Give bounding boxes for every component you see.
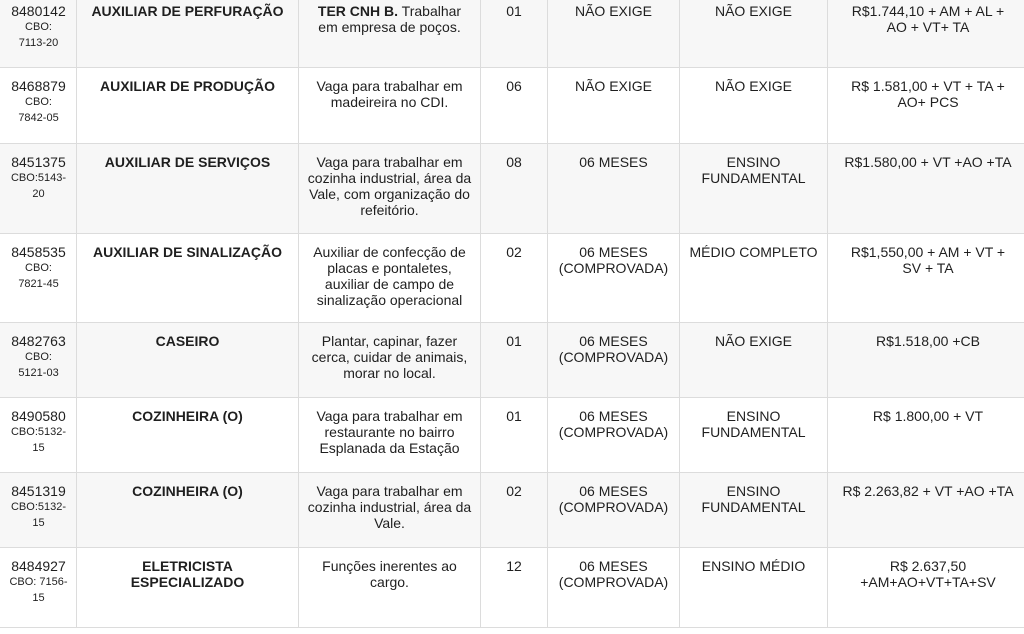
text-line: FUNDAMENTAL [701,170,806,186]
text-line: 06 MESES [579,408,648,424]
text-line: R$ 1.800,00 + VT [872,408,984,424]
salary-cell [828,234,1024,323]
cbo-line: 15 [32,592,45,604]
text-line: (COMPROVADA) [558,424,669,440]
job-code-cell [0,473,77,548]
salary-cell [828,0,1024,68]
job-title-cell [77,234,299,323]
text-line: ENSINO [726,408,781,424]
job-description-cell [299,323,481,398]
text-line: +AM+AO+VT+TA+SV [860,574,996,590]
experience-cell [548,0,680,68]
description-line: Vaga para trabalhar em [316,154,463,170]
description-line: Vale, com organização do [309,186,470,202]
text-line: AUXILIAR DE PRODUÇÃO [99,78,275,94]
salary-cell [828,548,1024,628]
job-title-cell [77,398,299,473]
vacancies-cell: 01 [481,323,548,398]
text-line: 06 MESES [579,558,648,574]
job-code-cell [0,548,77,628]
text-line: R$1.580,00 + VT +AO +TA [844,154,1012,170]
education-cell [680,0,828,68]
description-line: Vale. [374,515,405,531]
vacancies-cell: 01 [481,398,548,473]
table-row [0,0,1024,68]
description-line: sinalização operacional [316,292,463,308]
experience-cell [548,234,680,323]
text-line: ELETRICISTA [142,558,233,574]
table-row [0,398,1024,473]
job-code: 8451319 [11,483,66,499]
description-line: restaurante no bairro [324,424,455,440]
description-line: cozinha industrial, área da [307,170,472,186]
cbo-line: CBO:5132- [10,426,67,438]
text-line: ENSINO MÉDIO [701,558,806,574]
job-code-cell [0,144,77,234]
text-line: NÃO EXIGE [574,3,653,19]
education-cell [680,144,828,234]
job-code-cell [0,68,77,144]
job-title-cell [77,68,299,144]
cbo-line: CBO: 7156- [9,576,68,588]
job-title-cell [77,144,299,234]
description-line: em empresa de poços. [318,19,461,35]
text-line: FUNDAMENTAL [701,424,806,440]
description-line: Vaga para trabalhar em [316,483,463,499]
text-line: R$ 2.637,50 [889,558,967,574]
job-code: 8482763 [11,333,66,349]
salary-cell [828,398,1024,473]
table-row [0,323,1024,398]
experience-cell [548,398,680,473]
job-title-cell [77,473,299,548]
text-line: COZINHEIRA (O) [132,408,243,424]
text-line: CASEIRO [155,333,220,349]
cbo-line: 7113-20 [18,37,59,49]
job-description-cell [299,398,481,473]
text-line: NÃO EXIGE [574,78,653,94]
text-line: 06 MESES [579,244,648,260]
vacancies-cell: 06 [481,68,548,144]
description-requirement: TER CNH B. [317,3,399,19]
text-line: 06 MESES [579,483,648,499]
text-line: (COMPROVADA) [558,499,669,515]
text-line: R$1.518,00 +CB [876,333,980,349]
job-description-cell [299,68,481,144]
table-row [0,473,1024,548]
text-line: 06 MESES [579,333,648,349]
job-description-cell [299,473,481,548]
experience-cell [548,323,680,398]
text-line: AUXILIAR DE SINALIZAÇÃO [93,244,282,260]
job-code: 8480142 [11,3,66,19]
description-line: refeitório. [360,202,419,218]
cbo-line: 15 [32,442,45,454]
description-line: madeireira no CDI. [330,94,449,110]
education-cell [680,234,828,323]
description-line: Auxiliar de confecção de [313,244,466,260]
job-code: 8458535 [11,244,66,260]
cbo-line: CBO: [25,351,52,363]
cbo-line: CBO: [25,96,52,108]
cbo-line: CBO: [25,21,52,33]
description-line: cargo. [370,574,409,590]
text-line: NÃO EXIGE [714,3,793,19]
description-line: morar no local. [343,365,436,381]
vacancies-cell: 08 [481,144,548,234]
description-line: Plantar, capinar, fazer [321,333,458,349]
text-line: R$ 2.263,82 + VT +AO +TA [842,483,1014,499]
experience-cell [548,144,680,234]
education-cell [680,68,828,144]
job-description-cell [299,144,481,234]
salary-cell [828,473,1024,548]
text-line: COZINHEIRA (O) [132,483,243,499]
text-line: NÃO EXIGE [714,333,793,349]
text-line: R$1.744,10 + AM + AL + [851,3,1005,19]
text-line: R$ 1.581,00 + VT + TA + [851,78,1005,94]
description-line: Vaga para trabalhar em [316,78,463,94]
salary-cell [828,323,1024,398]
job-code-cell [0,398,77,473]
text-line: MÉDIO COMPLETO [689,244,818,260]
job-code: 8484927 [11,558,66,574]
text-line: AO + VT+ TA [886,19,970,35]
education-cell [680,398,828,473]
job-description-cell [299,234,481,323]
job-code-cell [0,323,77,398]
description-line: auxiliar de campo de [324,276,455,292]
cbo-line: 20 [32,188,45,200]
text-line: ENSINO [726,154,781,170]
salary-cell [828,144,1024,234]
text-line: (COMPROVADA) [558,574,669,590]
job-code: 8490580 [11,408,66,424]
table-row [0,68,1024,144]
experience-cell [548,548,680,628]
cbo-line: CBO: [25,262,52,274]
education-cell [680,548,828,628]
text-line: ESPECIALIZADO [130,574,245,590]
job-code: 8468879 [11,78,66,94]
cbo-line: 5121-03 [18,367,59,379]
salary-cell [828,68,1024,144]
description-line: Vaga para trabalhar em [316,408,463,424]
text-line: AO+ PCS [897,94,959,110]
cbo-line: 15 [32,517,45,529]
description-line: Funções inerentes ao [322,558,457,574]
education-cell [680,473,828,548]
text-line: AUXILIAR DE SERVIÇOS [104,154,271,170]
experience-cell [548,473,680,548]
vacancies-cell: 02 [481,234,548,323]
vacancies-cell: 02 [481,473,548,548]
text-line: 06 MESES [579,154,648,170]
text-line: (COMPROVADA) [558,349,669,365]
text-line: SV + TA [902,260,954,276]
table-row [0,234,1024,323]
description-line: Esplanada da Estação [319,440,460,456]
experience-cell [548,68,680,144]
education-cell [680,323,828,398]
job-code-cell [0,234,77,323]
description-line: placas e pontaletes, [327,260,452,276]
text-line: FUNDAMENTAL [701,499,806,515]
text-line: (COMPROVADA) [558,260,669,276]
job-title-cell [77,0,299,68]
text-line: AUXILIAR DE PERFURAÇÃO [91,3,284,19]
job-description-cell [299,548,481,628]
table-row [0,548,1024,628]
cbo-line: 7842-05 [18,112,59,124]
vacancies-cell: 01 [481,0,548,68]
description-line [305,3,474,19]
job-code: 8451375 [11,154,66,170]
description-line: cerca, cuidar de animais, [311,349,468,365]
description-text: Trabalhar [401,3,462,19]
job-description-cell [299,0,481,68]
job-code-cell [0,0,77,68]
description-line: cozinha industrial, área da [307,499,472,515]
text-line: NÃO EXIGE [714,78,793,94]
cbo-line: CBO:5143- [10,172,67,184]
table-row [0,144,1024,234]
cbo-line: CBO:5132- [10,501,67,513]
text-line: ENSINO [726,483,781,499]
job-title-cell [77,323,299,398]
job-title-cell [77,548,299,628]
text-line: R$1,550,00 + AM + VT + [850,244,1006,260]
vacancies-cell: 12 [481,548,548,628]
cbo-line: 7821-45 [18,278,59,290]
